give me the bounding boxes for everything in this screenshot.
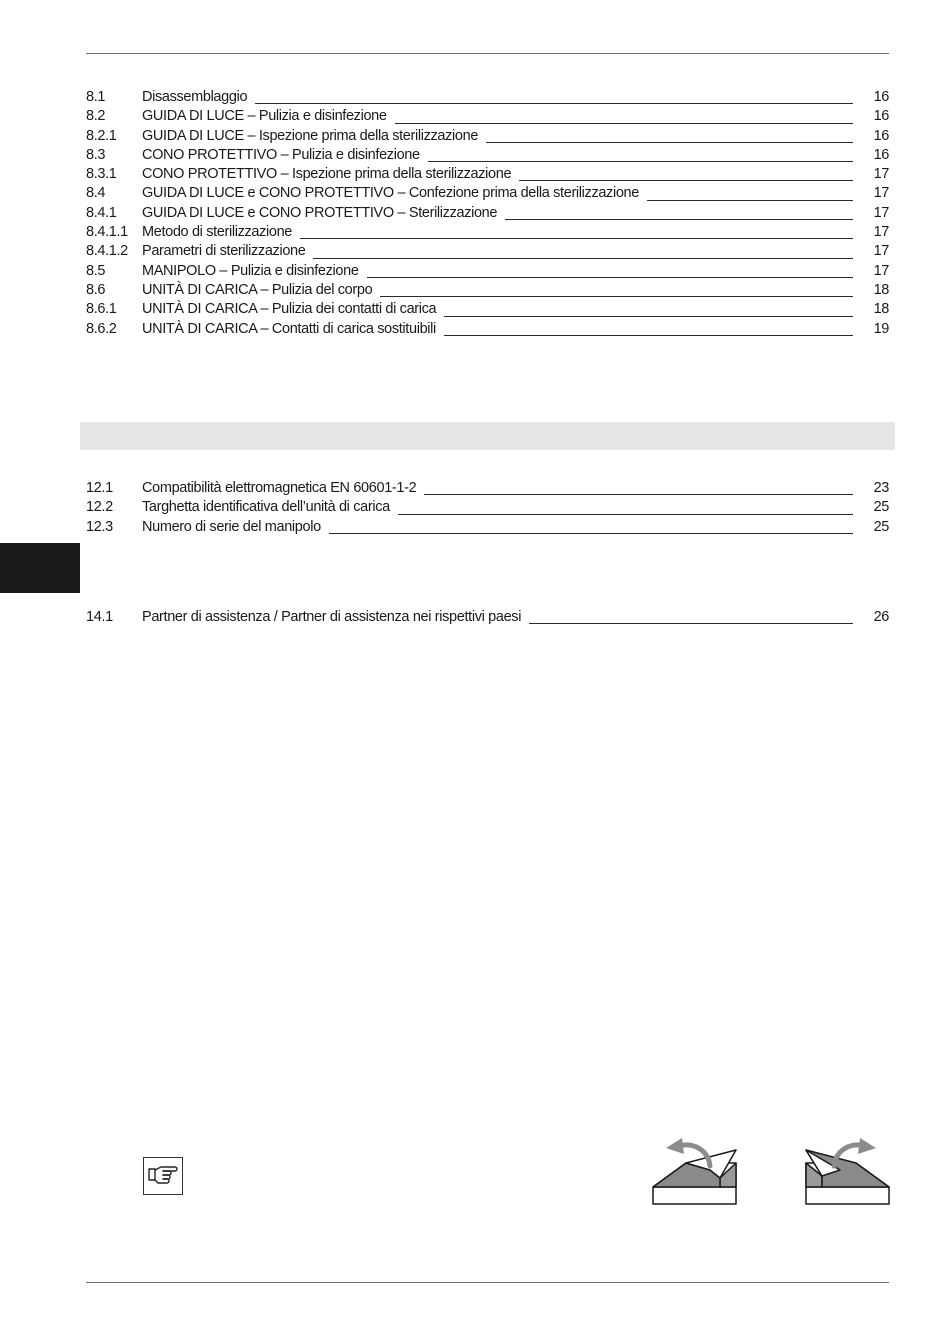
toc-entry-page: 17 <box>873 243 889 260</box>
toc-entry-title: Metodo di sterilizzazione <box>142 224 293 241</box>
toc-leader-line <box>428 161 853 162</box>
toc-entry-number: 8.6 <box>86 281 106 298</box>
toc-entry[interactable] <box>86 127 889 146</box>
toc-leader-line <box>398 514 853 515</box>
toc-entry-number: 8.3.1 <box>86 166 117 183</box>
toc-entry-number: 8.1 <box>86 89 106 105</box>
toc-entry-number: 8.2 <box>86 108 106 125</box>
toc-entry-title: Parametri di sterilizzazione <box>142 243 306 260</box>
fold-page-left-icon <box>650 1132 742 1208</box>
toc-entry[interactable] <box>86 88 889 107</box>
toc-entry[interactable] <box>86 498 889 517</box>
toc-leader-line <box>505 219 853 220</box>
toc-entry[interactable] <box>86 608 889 627</box>
toc-entry[interactable] <box>86 262 889 281</box>
language-side-tab <box>0 543 80 593</box>
toc-section-14 <box>86 608 889 627</box>
toc-entry-number: 14.1 <box>86 609 113 625</box>
toc-leader-line <box>444 335 853 336</box>
toc-entry-title: CONO PROTETTIVO – Pulizia e disinfezione <box>142 146 420 163</box>
toc-entry[interactable] <box>86 204 889 223</box>
toc-entry-page: 25 <box>873 518 889 535</box>
toc-entry-number: 8.4.1 <box>86 204 117 221</box>
toc-leader-line <box>647 200 853 201</box>
toc-entry-number: 8.5 <box>86 262 106 279</box>
toc-entry[interactable] <box>86 300 889 319</box>
toc-entry-title: GUIDA DI LUCE e CONO PROTETTIVO – Confezione prima della sterilizzazione <box>142 185 639 202</box>
toc-entry[interactable] <box>86 146 889 165</box>
toc-entry-number: 12.3 <box>86 518 113 535</box>
toc-entry-page: 18 <box>873 301 889 318</box>
toc-entry-number: 8.4.1.2 <box>86 243 128 260</box>
toc-entry-title: GUIDA DI LUCE e CONO PROTETTIVO – Sterilizzazione <box>142 204 498 221</box>
toc-leader-line <box>395 123 853 124</box>
toc-leader-line <box>380 296 853 297</box>
toc-entry-title: GUIDA DI LUCE – Pulizia e disinfezione <box>142 108 387 125</box>
toc-entry-page: 26 <box>873 609 889 625</box>
toc-entry-title: Compatibilità elettromagnetica EN 60601-1-2 <box>142 480 417 496</box>
toc-leader-line <box>529 623 853 624</box>
toc-entry[interactable] <box>86 281 889 300</box>
toc-entry-title: Partner di assistenza / Partner di assistenza nei rispettivi paesi <box>142 609 522 625</box>
toc-entry[interactable] <box>86 165 889 184</box>
fold-page-right-icon <box>800 1132 892 1208</box>
toc-leader-line <box>367 277 853 278</box>
toc-entry[interactable] <box>86 320 889 339</box>
header-rule <box>86 53 889 54</box>
toc-entry-page: 16 <box>873 108 889 125</box>
toc-entry-title: Disassemblaggio <box>142 89 248 105</box>
toc-entry-page: 19 <box>873 320 889 337</box>
toc-entry[interactable] <box>86 479 889 498</box>
toc-entry-page: 16 <box>873 146 889 163</box>
toc-entry-number: 8.6.1 <box>86 301 117 318</box>
toc-entry-page: 17 <box>873 185 889 202</box>
toc-entry-number: 8.4 <box>86 185 106 202</box>
toc-leader-line <box>300 238 853 239</box>
toc-entry-number: 8.4.1.1 <box>86 224 128 241</box>
toc-entry-number: 12.2 <box>86 499 113 516</box>
toc-entry[interactable] <box>86 518 889 537</box>
toc-entry[interactable] <box>86 242 889 261</box>
toc-entry-page: 23 <box>873 480 889 496</box>
toc-entry-number: 12.1 <box>86 480 113 496</box>
toc-leader-line <box>486 142 853 143</box>
toc-entry-number: 8.6.2 <box>86 320 117 337</box>
toc-leader-line <box>424 494 853 495</box>
toc-entry-title: GUIDA DI LUCE – Ispezione prima della sterilizzazione <box>142 127 479 144</box>
toc-entry-page: 17 <box>873 224 889 241</box>
toc-entry[interactable] <box>86 107 889 126</box>
toc-leader-line <box>313 258 853 259</box>
toc-entry-page: 25 <box>873 499 889 516</box>
toc-leader-line <box>519 180 853 181</box>
toc-entry-page: 17 <box>873 262 889 279</box>
toc-entry[interactable] <box>86 223 889 242</box>
toc-entry-title: UNITÀ DI CARICA – Pulizia del corpo <box>142 281 373 298</box>
toc-entry-title: MANIPOLO – Pulizia e disinfezione <box>142 262 359 279</box>
toc-entry-page: 18 <box>873 281 889 298</box>
toc-section-12 <box>86 479 889 537</box>
pointing-hand-icon <box>143 1157 183 1195</box>
toc-leader-line <box>329 533 853 534</box>
toc-section-8 <box>86 88 889 339</box>
toc-entry-title: Numero di serie del manipolo <box>142 518 321 535</box>
toc-entry-title: UNITÀ DI CARICA – Contatti di carica sostituibili <box>142 320 436 337</box>
footer-rule <box>86 1282 889 1283</box>
toc-entry-title: UNITÀ DI CARICA – Pulizia dei contatti di carica <box>142 301 437 318</box>
toc-entry-title: CONO PROTETTIVO – Ispezione prima della sterilizzazione <box>142 166 512 183</box>
toc-leader-line <box>444 316 853 317</box>
toc-entry-number: 8.2.1 <box>86 127 117 144</box>
toc-entry-number: 8.3 <box>86 146 106 163</box>
section-heading-bar <box>80 422 895 450</box>
toc-entry-page: 17 <box>873 166 889 183</box>
toc-entry-page: 17 <box>873 204 889 221</box>
toc-entry-page: 16 <box>873 127 889 144</box>
toc-entry-title: Targhetta identificativa dell’unità di carica <box>142 499 390 516</box>
toc-entry[interactable] <box>86 184 889 203</box>
toc-leader-line <box>255 103 853 104</box>
toc-entry-page: 16 <box>873 89 889 105</box>
